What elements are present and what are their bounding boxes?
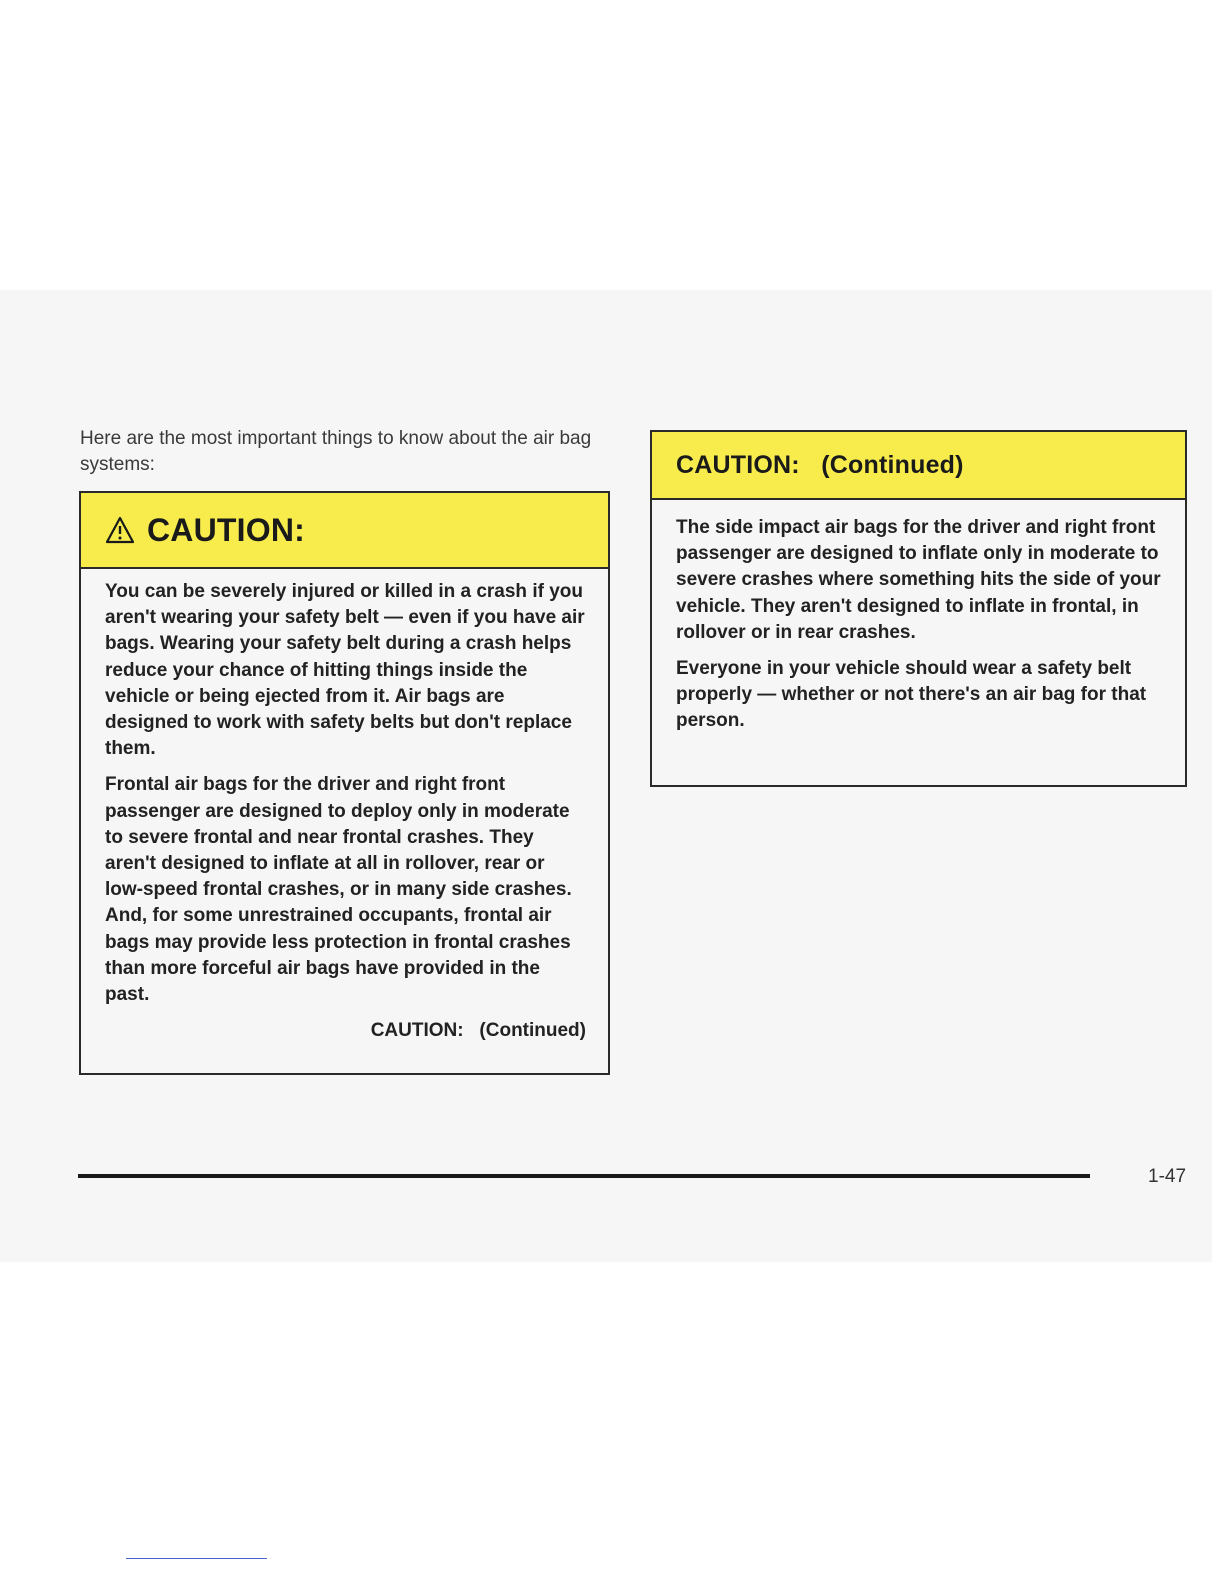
caution-continued-note: CAUTION: (Continued) — [370, 1020, 586, 1042]
caution-body-left — [81, 569, 608, 1044]
caution-paragraph: You can be severely injured or killed in a crash if you aren't wearing your safety belt — even if you have air bags. Wearing your safety belt during a crash helps reduce your chance of hitting things inside the vehicle or being ejected from it. Air bags are designed to work with safety belts but don't replace them. — [105, 581, 585, 760]
intro-text: Here are the most important things to know about the air bag systems: — [80, 428, 592, 475]
caution-box-left — [79, 491, 610, 1075]
caution-paragraph: Everyone in your vehicle should wear a safety belt properly — whether or not there's an air bag for that person. — [676, 658, 1147, 732]
caution-header-left — [81, 493, 608, 569]
caution-title-left: CAUTION: — [147, 511, 306, 548]
caution-paragraph: The side impact air bags for the driver and right front passenger are designed to inflate only in moderate to severe crashes where something hits the side of your vehicle. They aren't designed to inflate in frontal, in rollover or in rear crashes. — [676, 517, 1161, 643]
caution-box-right — [650, 430, 1187, 787]
caution-title-right: CAUTION: (Continued) — [676, 450, 964, 479]
caution-body-right — [652, 500, 1185, 735]
page-number: 1-47 — [1148, 1166, 1187, 1187]
caution-header-right — [652, 432, 1185, 500]
warning-triangle-icon — [105, 516, 135, 544]
footer-rule — [78, 1174, 1090, 1178]
bottom-underline — [126, 1558, 267, 1559]
caution-paragraph: Frontal air bags for the driver and right front passenger are designed to deploy only in moderate to severe frontal and near frontal crashes. They aren't designed to inflate at all in rollover, rear or low-speed frontal crashes, or in many side crashes. And, for some unrestrained occupants, frontal air bags may provide less protection in frontal crashes than more forceful air bags have provided in the past. — [105, 774, 572, 1006]
